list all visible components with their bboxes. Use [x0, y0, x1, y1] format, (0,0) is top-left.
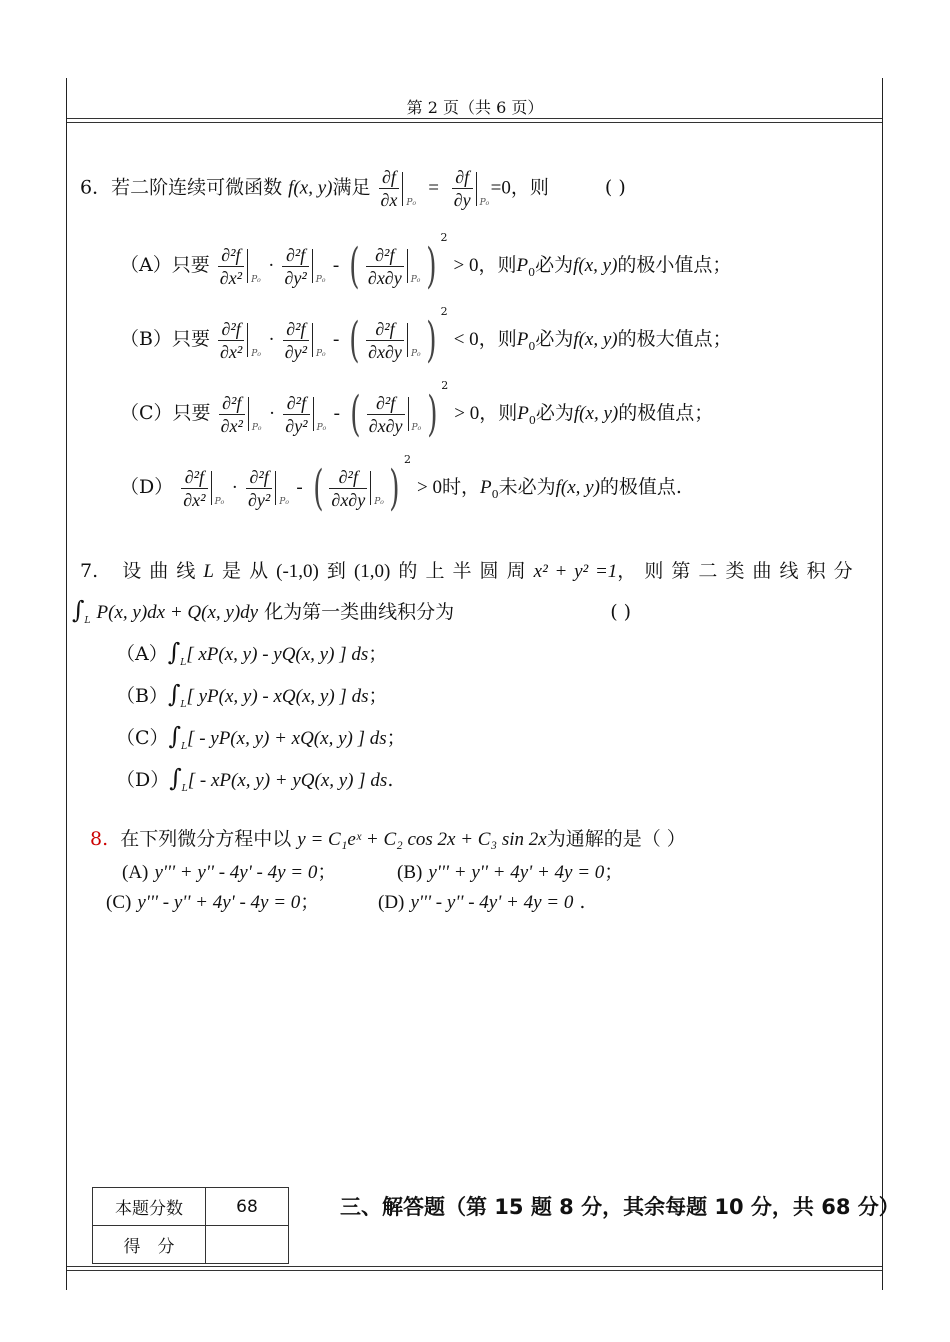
option-condition: > 0 — [454, 403, 480, 424]
q8-option-c — [106, 893, 319, 912]
q8-option-b — [397, 863, 623, 882]
option-text: 的极小值点； — [617, 254, 732, 276]
option-label: （C） — [116, 727, 169, 749]
option-function: f(x, y) — [573, 403, 619, 424]
section-3-title: 三、解答题（第 15 题 8 分，其余每题 10 分，共 68 分） — [340, 1195, 900, 1219]
question-6-stem: 6．若二阶连续可微函数 f(x, y)满足 $\frac{\partial f}{\partial x}$ P₀ = $\frac{\partial f}{\partial y}$ P₀ =0，则 ( ) — [80, 167, 626, 210]
general-solution: y = C₁eˣ + C₂ cos 2x + C₃ sin 2x — [297, 829, 547, 850]
question-7-line1 — [80, 562, 853, 581]
q7-text: 设 曲 线 — [122, 560, 196, 582]
line-integral-icon: ∫ — [167, 680, 181, 708]
point-p0: P — [516, 255, 529, 276]
option-text: 必为 — [535, 328, 574, 350]
point-end: (1,0) — [353, 561, 391, 582]
q8-text: 在下列微分方程中以 — [120, 828, 292, 850]
left-margin-line — [66, 78, 67, 1290]
q6-option-a: （A）只要 $\frac{\text{∂²f}}{\text{∂x²}}$ P₀ · $\frac{\text{∂²f}}{\text{∂y²}}$ P₀ - ( $\frac{\text{∂²f}}{\partial x\partial y}$ P₀ )$^2$ > 0，则$P_0$必为f(x, y)的极小值点； — [120, 231, 732, 294]
option-label: (D) — [378, 892, 405, 913]
q7-option-d: $(D)\int_L[ - xP(x$, y) + yQ(x, y) ] ds. — [116, 764, 394, 794]
curve-l: L — [203, 561, 214, 582]
option-text: 的极值点； — [618, 402, 714, 424]
q6-option-d: （D） $\frac{\text{∂²f}}{\text{∂x²}}$ P₀ · $\frac{\text{∂²f}}{\text{∂y²}}$ P₀ - ( $\frac{\text{∂²f}}{\partial x\partial y}$ P₀ )$^2$ > 0时，$P_0$未必为f(x, y)的极值点. — [120, 453, 682, 516]
option-text: 的极值点. — [599, 476, 682, 498]
option-expression: [ - yP(x, y) + xQ(x, y) ] ds — [187, 728, 387, 749]
page-header: 第 2 页（共 6 页） — [406, 98, 544, 117]
line-integral-icon: ∫ — [72, 596, 85, 624]
eval-bar: P₀ — [402, 172, 417, 206]
score-label: 本题分数 — [93, 1188, 206, 1226]
q7-option-c: $(C)\int_L[ - yP(x$, y) + xQ(x, y) ] ds； — [116, 722, 406, 752]
option-expression: y''' - y'' - 4y' + 4y = 0 — [410, 892, 574, 913]
line-integral-icon: ∫ — [168, 722, 182, 750]
option-text: ； — [368, 643, 388, 665]
option-text: ； — [300, 891, 320, 913]
line-integral-icon: ∫ — [167, 638, 181, 666]
option-text: 时， — [441, 476, 480, 498]
line-integral-icon: ∫ — [169, 764, 182, 792]
q6-eq-zero: =0 — [490, 177, 511, 199]
option-function: f(x, y) — [573, 329, 618, 350]
q6-function: f(x, y) — [288, 177, 333, 199]
option-label: （B）只要 — [120, 328, 210, 350]
option-condition: > 0 — [416, 477, 442, 498]
option-function: f(x, y) — [573, 255, 618, 276]
option-label: (A) — [122, 862, 149, 883]
eval-bar: P₀ — [476, 172, 491, 206]
footer-rule-thin — [67, 1270, 882, 1271]
option-text: 必为 — [535, 254, 574, 276]
partial-f-x: $\frac{\partial f}{\partial x}$ — [380, 167, 398, 210]
option-expression: [ - xP(x, y) + yQ(x, y) ] ds — [187, 770, 388, 791]
question-7-line2: $\int_L$ P(x, y)dx + Q(x, y)dy 化为第一类曲线积分为 ( ) — [72, 596, 632, 626]
q6-text: ，则 — [510, 176, 549, 199]
question-number: 8. — [90, 828, 109, 850]
partial-f-y: $\frac{\partial f}{\partial y}$ — [453, 167, 471, 210]
point-start: (-1,0) — [276, 561, 319, 582]
option-condition: < 0 — [453, 329, 479, 350]
option-label: （D） — [120, 476, 174, 498]
option-label: （A） — [116, 643, 168, 665]
footer-rule — [67, 1266, 882, 1267]
earned-label: 得 分 — [93, 1226, 206, 1264]
q6-option-c: （C）只要 $\frac{\text{∂²f}}{\text{∂x²}}$ P₀ · $\frac{\text{∂²f}}{\text{∂y²}}$ P₀ - ( $\frac{\text{∂²f}}{\partial x\partial y}$ P₀ )$^2$ > 0，则$P_0$必为f(x, y)的极值点； — [120, 379, 714, 442]
option-label: （D） — [116, 769, 170, 791]
option-text: 必为 — [535, 402, 574, 424]
point-p0: P — [517, 403, 529, 424]
option-function: f(x, y) — [555, 477, 600, 498]
earned-score-field[interactable] — [206, 1226, 289, 1264]
option-label: （B） — [116, 685, 168, 707]
option-text: 的极大值点； — [617, 328, 732, 350]
q8-option-a — [122, 863, 336, 882]
option-text: . — [573, 891, 586, 913]
option-label: （C）只要 — [120, 402, 211, 424]
option-text: ，则 — [478, 328, 517, 350]
right-margin-line — [882, 78, 883, 1290]
q6-option-b: （B）只要 $\frac{\text{∂²f}}{\text{∂x²}}$ P₀ · $\frac{\text{∂²f}}{\text{∂y²}}$ P₀ - ( $\frac{\text{∂²f}}{\partial x\partial y}$ P₀ )$^2$ < 0，则$P_0$必为f(x, y)的极大值点； — [120, 305, 732, 368]
option-expression: [ yP(x, y) - xQ(x, y) ] ds — [186, 686, 369, 707]
question-8-stem — [90, 830, 686, 849]
option-expression: y''' + y'' - 4y' - 4y = 0 — [154, 862, 318, 883]
q8-text: 为通解的是（ ） — [546, 828, 686, 850]
q6-text: 若二阶连续可微函数 — [111, 176, 283, 199]
option-condition: > 0 — [453, 255, 479, 276]
q6-text: 满足 — [332, 176, 371, 199]
option-expression: y''' - y'' + 4y' - 4y = 0 — [137, 892, 301, 913]
option-text: 未必为 — [498, 476, 556, 498]
option-label: (C) — [106, 892, 132, 913]
option-text: ； — [317, 861, 337, 883]
q7-option-a: $(A)\int_L$[ xP(x, y) - yQ(x, y) ] ds； — [116, 638, 388, 668]
q7-text: 到 — [326, 560, 346, 582]
option-text: ； — [386, 727, 406, 749]
option-label: (B) — [397, 862, 423, 883]
question-number: 6． — [80, 176, 112, 199]
q7-text: 是 从 — [222, 560, 269, 582]
answer-blank: ( ) — [604, 176, 626, 199]
option-text: ； — [604, 861, 624, 883]
score-table — [92, 1187, 289, 1264]
question-number: 7. — [80, 560, 99, 582]
option-text: . — [387, 769, 394, 791]
q7-text: 化为第一类曲线积分为 — [264, 601, 455, 623]
option-text: ； — [368, 685, 388, 707]
header-rule-thin — [67, 122, 882, 123]
option-expression: y''' + y'' + 4y' + 4y = 0 — [428, 862, 605, 883]
header-rule — [67, 118, 882, 119]
circle-equation: x² + y² =1 — [533, 561, 618, 582]
q7-option-b: $(B)\int_L$[ yP(x, y) - xQ(x, y) ] ds； — [116, 680, 388, 710]
option-text: ，则 — [479, 402, 518, 424]
q7-integral: P(x, y)dx + Q(x, y)dy — [96, 602, 259, 623]
option-label: （A）只要 — [120, 254, 210, 276]
option-expression: [ xP(x, y) - yQ(x, y) ] ds — [186, 644, 369, 665]
q8-option-d — [378, 893, 585, 912]
answer-blank: ( ) — [610, 601, 632, 623]
score-value: 68 — [206, 1188, 289, 1226]
q7-text: ， 则 第 二 类 曲 线 积 分 — [617, 560, 853, 582]
point-p0: P — [479, 477, 492, 498]
point-p0: P — [516, 329, 529, 350]
q7-text: 的 上 半 圆 周 — [398, 560, 526, 582]
option-text: ，则 — [478, 254, 517, 276]
